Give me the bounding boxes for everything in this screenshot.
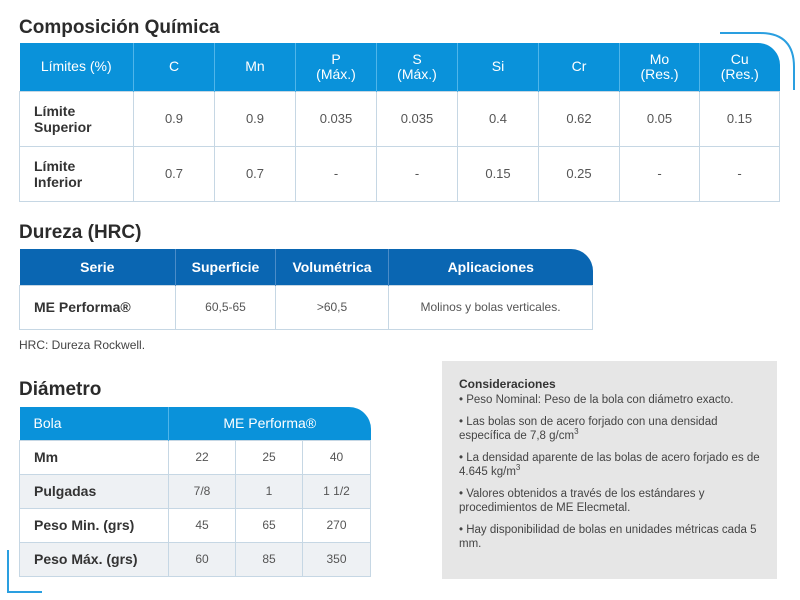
table-row xyxy=(20,508,371,542)
consideracion-item: • Hay disponibilidad de bolas en unidades métricas cada 5 mm. xyxy=(459,524,757,550)
table-cell: 0.035 xyxy=(377,91,458,146)
diametro-title: Diámetro xyxy=(19,379,102,400)
superscript: 3 xyxy=(515,463,521,473)
table-cell: 85 xyxy=(236,542,303,576)
header-label: Mo xyxy=(649,50,670,67)
header-mn xyxy=(215,43,296,91)
table-row xyxy=(20,542,371,576)
row-label: Límite xyxy=(34,102,76,119)
diametro-table xyxy=(19,407,371,577)
header-label: Cu xyxy=(730,50,749,67)
header-serie: Serie xyxy=(20,249,176,285)
row-label: Límite xyxy=(34,157,76,174)
row-label: Superior xyxy=(34,118,92,135)
volumetrica-cell: >60,5 xyxy=(276,285,389,329)
consideracion-item xyxy=(459,451,763,479)
table-cell: 0.7 xyxy=(134,146,215,201)
header-label: S xyxy=(412,50,422,67)
table-cell: - xyxy=(296,146,377,201)
row-label-mm: Mm xyxy=(20,440,169,474)
table-cell: 270 xyxy=(303,508,371,542)
composicion-header-row xyxy=(20,43,780,91)
table-cell: 25 xyxy=(236,440,303,474)
table-cell: 0.9 xyxy=(215,91,296,146)
table-row xyxy=(20,474,371,508)
consideraciones-box xyxy=(442,361,777,579)
table-cell: 40 xyxy=(303,440,371,474)
header-c xyxy=(134,43,215,91)
aplicaciones-cell: Molinos y bolas verticales. xyxy=(389,285,593,329)
table-cell: 0.9 xyxy=(134,91,215,146)
header-cr xyxy=(539,43,620,91)
consideracion-item xyxy=(459,415,763,443)
table-cell: 1 xyxy=(236,474,303,508)
consideracion-text: • La densidad aparente de las bolas de acero forjado es de 4.645 kg/m xyxy=(459,452,760,478)
composicion-title: Composición Química xyxy=(19,17,220,38)
dureza-table xyxy=(19,249,593,330)
header-sublabel: (Res.) xyxy=(640,65,679,82)
header-limites xyxy=(20,43,134,91)
table-cell: 1 1/2 xyxy=(303,474,371,508)
composicion-table xyxy=(19,43,780,202)
table-cell: 22 xyxy=(169,440,236,474)
header-label: Límites (%) xyxy=(40,58,112,75)
table-cell: 65 xyxy=(236,508,303,542)
header-cu xyxy=(700,43,780,91)
row-label-inferior xyxy=(20,146,134,201)
row-label-peso-min: Peso Min. (grs) xyxy=(20,508,169,542)
table-cell: 45 xyxy=(169,508,236,542)
table-row xyxy=(20,285,593,329)
table-cell: 0.15 xyxy=(458,146,539,201)
header-superficie: Superficie xyxy=(176,249,276,285)
table-cell: 60 xyxy=(169,542,236,576)
consideracion-item: • Valores obtenidos a través de los estándares y procedimientos de ME Elecmetal. xyxy=(459,488,705,514)
table-row xyxy=(20,440,371,474)
header-label: Cr xyxy=(571,58,587,75)
header-sublabel: (Máx.) xyxy=(316,65,356,82)
dureza-title: Dureza (HRC) xyxy=(19,222,142,243)
header-label: Si xyxy=(491,58,505,75)
row-label-peso-max: Peso Máx. (grs) xyxy=(20,542,169,576)
header-me-performa: ME Performa® xyxy=(169,407,371,440)
header-label: P xyxy=(331,50,341,67)
table-row xyxy=(20,91,780,146)
superficie-cell: 60,5-65 xyxy=(176,285,276,329)
row-label: Inferior xyxy=(34,173,83,190)
consideracion-text: • Las bolas son de acero forjado con una densidad específica de 7,8 g/cm xyxy=(459,416,718,442)
hrc-note: HRC: Dureza Rockwell. xyxy=(19,338,146,352)
diametro-header-row xyxy=(20,407,371,440)
table-cell: - xyxy=(700,146,780,201)
table-cell: 350 xyxy=(303,542,371,576)
table-cell: 0.05 xyxy=(620,91,700,146)
header-sublabel: (Res.) xyxy=(720,65,759,82)
row-label-superior xyxy=(20,91,134,146)
table-cell: 0.035 xyxy=(296,91,377,146)
consideracion-item: • Peso Nominal: Peso de la bola con diámetro exacto. xyxy=(459,394,734,406)
table-cell: 0.4 xyxy=(458,91,539,146)
row-label-pulgadas: Pulgadas xyxy=(20,474,169,508)
header-aplicaciones: Aplicaciones xyxy=(389,249,593,285)
table-cell: - xyxy=(620,146,700,201)
table-cell: 0.7 xyxy=(215,146,296,201)
consideraciones-title: Consideraciones xyxy=(459,377,556,391)
header-s xyxy=(377,43,458,91)
table-cell: - xyxy=(377,146,458,201)
table-row xyxy=(20,146,780,201)
serie-cell: ME Performa® xyxy=(20,285,176,329)
header-sublabel: (Máx.) xyxy=(397,65,437,82)
header-p xyxy=(296,43,377,91)
header-mo xyxy=(620,43,700,91)
dureza-header-row xyxy=(20,249,593,285)
table-cell: 0.62 xyxy=(539,91,620,146)
header-volumetrica: Volumétrica xyxy=(276,249,389,285)
header-si xyxy=(458,43,539,91)
table-cell: 0.15 xyxy=(700,91,780,146)
table-cell: 0.25 xyxy=(539,146,620,201)
header-label: Mn xyxy=(245,58,265,75)
header-bola: Bola xyxy=(20,407,169,440)
header-label: C xyxy=(168,58,180,75)
superscript: 3 xyxy=(574,427,579,437)
table-cell: 7/8 xyxy=(169,474,236,508)
